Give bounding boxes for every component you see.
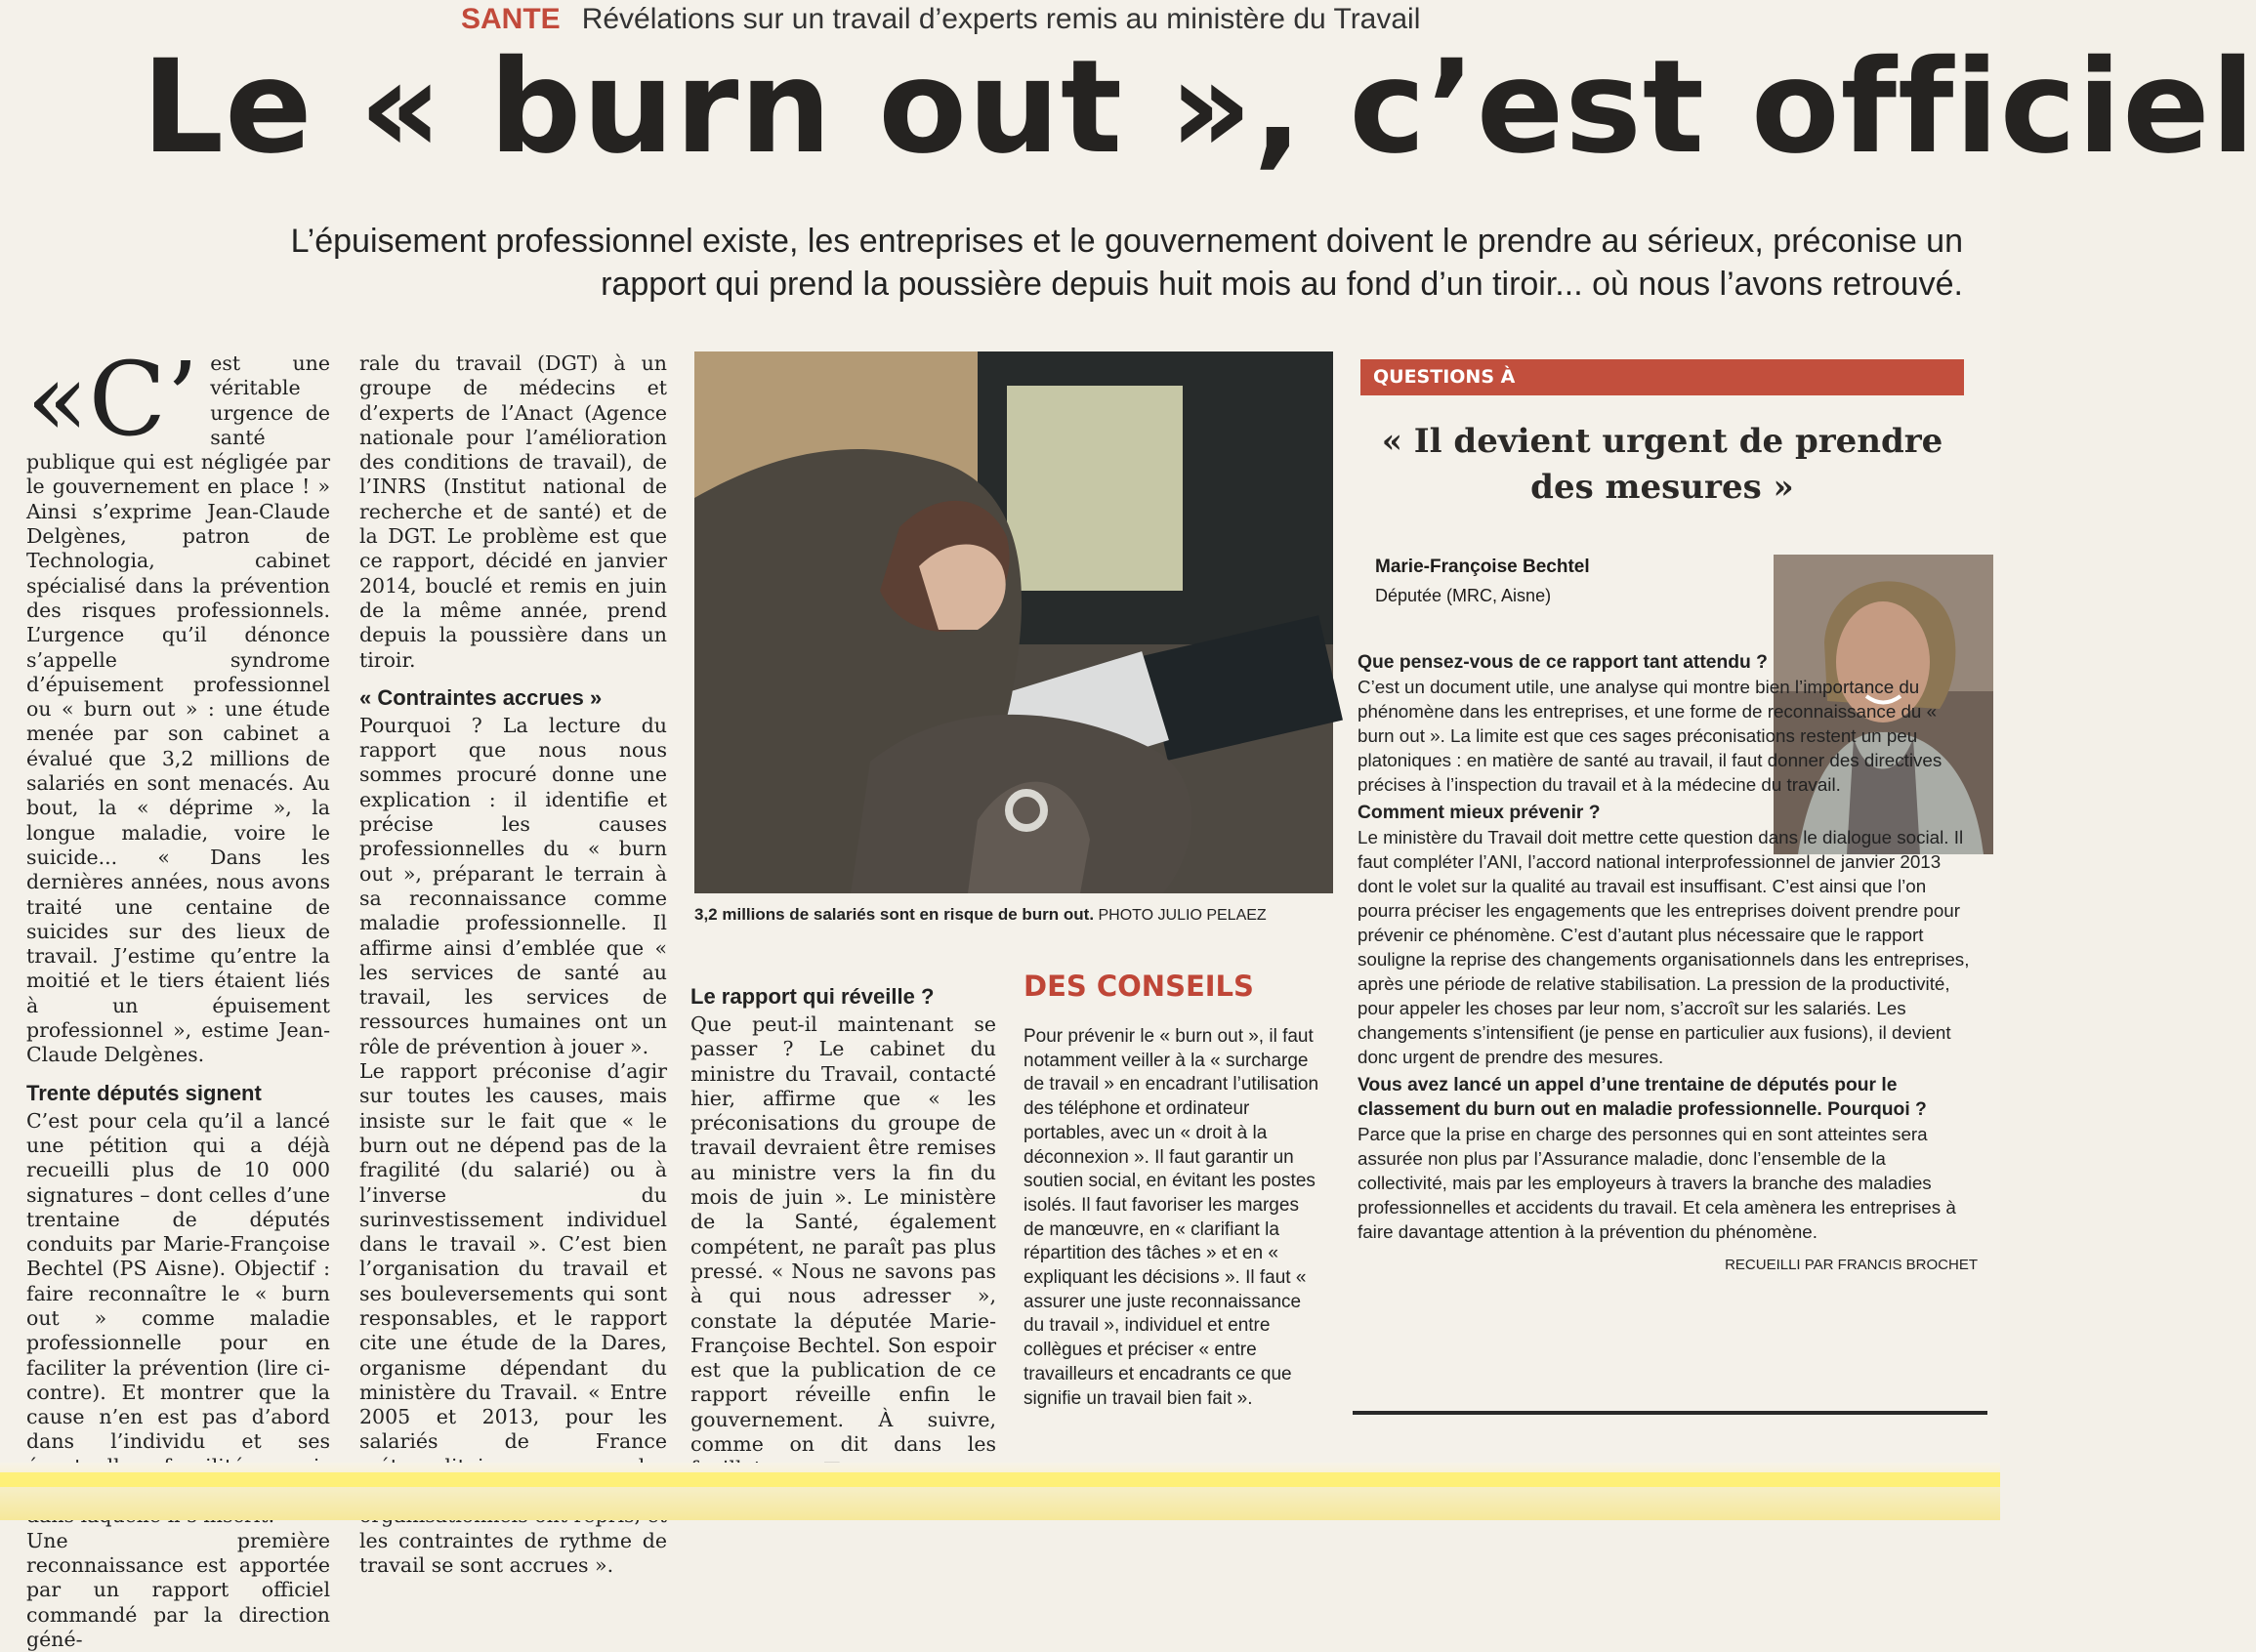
article-strap: Révélations sur un travail d’experts remis au ministère du Travail [581,3,1421,35]
answer-2: Le ministère du Travail doit mettre cette question dans le dialogue social. Il faut compléter l’ANI, l’accord national interprofessionnel de janvier 2013 dont le volet sur la qualité au travail est insuffisant. C’est ainsi que l’on pourra préciser les engagements que les entreprises doivent prendre pour prévenir ce phénomène. C’est d’autant plus nécessaire que le rapport souligne la reprise des changements organisationnels dans les entreprises, après une période de relative stabilisation. La pression de la productivité, pour appeler les choses par leur nom, s’accroît sur les salariés. Les changements s’intensifient (je pense en particulier aux fusions), il devient donc urgent de prendre des mesures. [1358,827,1970,1067]
headline: Le « burn out », c’est officiel [142,32,2256,183]
column-2-paragraph-3: Le rapport préconise d’agir sur toutes les causes, mais insiste sur le fait que « le burn out ne dépend pas de la fragilité (du salarié) ou à l’inverse du surinvestissement individuel dans le travail ». C’est bien l’organisation du travail et ses bouleversements qui sont responsables, et le rapport cite une étude de la Dares, organisme dépendant du ministère du Travail. « Entre 2005 et 2013, pour les salariés de France les contraintes de rythme de travail se sont accrues ». [359,1059,667,1577]
answer-3: Parce que la prise en charge des personnes qui en sont atteintes sera assurée non plus par l’Assurance maladie, donc l’ensemble de la collectivité, mais par les employeurs à travers la branche des maladies professionnelles et accidents du travail. Et cela amènera les entreprises à faire davantage attention à la prévention du phénomène. [1358,1124,1956,1242]
lead-paragraph: est une véritable urgence de santé publique qui est négligée par le gouvernement en place ! » Ainsi s’exprime Jean-Claude Delgènes, patron de Technologia, cabinet spécialisé dans la prévention des risques professionnels. L’urgence qu’il dénonce s’appelle syndrome d’épuisement professionnel ou « burn out » : une étude menée par son cabinet a évalué que 3,2 millions de salariés en sont menacés. Au bout, la « déprime », la longue maladie, voire le suicide... « Dans les dernières années, nous avons traité une centaine de suicides sur des lieux de travail. J’estime qu’entre la moitié et le tiers étaient liés à un épuisement professionnel », estime Jean-Claude Delgènes. [26,351,330,1067]
photo-illustration [694,351,1333,893]
interview-quote: « Il devient urgent de prendre des mesures » [1381,422,1943,507]
questions-banner: QUESTIONS À [1360,359,1964,395]
office-burnout-photo [694,351,1333,893]
section-rubric: SANTE [461,3,561,35]
article-column-2 [359,351,667,1578]
interviewee-name: Marie-Françoise Bechtel [1375,557,1590,577]
interview-text [1358,646,1978,1278]
column-2-paragraph-1: rale du travail (DGT) à un groupe de médecins et d’experts de l’Anact (Agence nationale pour l’amélioration des conditions de travail), de l’INRS (Institut national de recherche et de santé) et de la DGT. Le problème est que ce rapport, décidé en janvier 2014, bouclé et remis en juin de la même année, prend depuis la poussière dans un tiroir. [359,351,667,672]
highlight-edge [0,1472,2000,1487]
question-2: Comment mieux prévenir ? [1358,803,1601,824]
page-bottom-band [0,1463,2000,1520]
photo-caption [694,903,1339,927]
question-1: Que pensez-vous de ce rapport tant attendu ? [1358,652,1768,673]
article-column-3 [690,971,996,1516]
subhead-contraintes: « Contraintes accrues » [359,684,603,710]
interviewee-bio [1375,557,1590,606]
article-column-1 [26,340,330,1652]
conseils-heading: DES CONSEILS [1024,970,1254,1003]
column-1-paragraph-3: Une première reconnaissance est apportée par un rapport officiel commandé par la direction géné- [26,1528,330,1651]
photo-credit: PHOTO JULIO PELAEZ [1098,907,1267,924]
question-3: Vous avez lancé un appel d’une trentaine de députés pour le classement du burn out en maladie professionnelle. Pourquoi ? [1358,1075,1927,1121]
section-divider [1353,1411,1987,1415]
subhead-rapport-reveille: Le rapport qui réveille ? [690,984,935,1009]
conseils-text: Pour prévenir le « burn out », il faut notamment veiller à la « surcharge de travail » en encadrant l’utilisation des téléphone et ordinateur portables, avec un « droit à la déconnexion ». Il faut garantir un soutien social, en évitant les postes isolés. Il faut favoriser les marges de manœuvre, en « clarifiant la répartition des tâches » et en « expliquant les décisions ». Il faut « assurer une juste reconnaissance du travail », individuel et entre collègues et préciser « entre travailleurs et encadrants ce que signifie un travail bien fait ». [1024,1026,1319,1409]
caption-text: 3,2 millions de salariés sont en risque de burn out. [694,905,1095,924]
interview-credit: RECUEILLI PAR FRANCIS BROCHET [1725,1256,1978,1273]
questions-box [1360,359,1964,532]
interviewee-role: Députée (MRC, Aisne) [1375,586,1552,605]
column-2-paragraph-2: Pourquoi ? La lecture du rapport que nous nous sommes procuré donne une explication : il identifie et précise les causes professionnelles du « burn out », préparant le terrain à sa reconnaissance comme maladie professionnelle. Il affirme ainsi d’emblée que « les services de santé au travail, les services de ressources humaines ont un rôle de prévention à jouer ». [359,713,667,1058]
drop-cap: «C’ [26,340,199,459]
answer-1: C’est un document utile, une analyse qui montre bien l’importance du phénomène dans les entreprises, et une forme de reconnaissance du « burn out ». La limite est que ces sages préconisations restent un peu platoniques : en matière de santé au travail, il faut donner des directives précises à l’inspection du travail et à la médecine du travail. [1358,676,1943,795]
column-1-paragraph-2: C’est pour cela qu’il a lancé une pétition qui a déjà recueilli plus de 10 000 signatures – dont celles d’une trentaine de députés conduits par Marie-Françoise Bechtel (PS Aisne). Objectif : faire reconnaître le « burn out » comme maladie professionnelle pour en faciliter la prévention (lire ci-contre). Et montrer que la cause n’en est pas d’abord dans l’individu et ses [26,1108,330,1454]
subhead-trente-deputes: Trente députés signent [26,1080,262,1105]
standfirst: L’épuisement professionnel existe, les entreprises et le gouvernement doivent le prendre au sérieux, préconise un rapport qui prend la poussière depuis huit mois au fond d’un tiroir... où nous l’avons retrouvé. [290,223,1963,303]
column-3-paragraph-1: Que peut-il maintenant se passer ? Le cabinet du ministre du Travail, contacté hier, affirme que « les préconisations du groupe de travail devraient être remises au ministre vers la fin du mois de juin ». Le ministère de la Santé, également compétent, ne paraît pas plus pressé. « Nous ne savons pas à qui nous adresser », constate la députée Marie-Françoise Bechtel. Son espoir est que la publication de ce rapport réveille enfin le gouvernement. À suivre, comme on dit dans les [690,1012,996,1457]
